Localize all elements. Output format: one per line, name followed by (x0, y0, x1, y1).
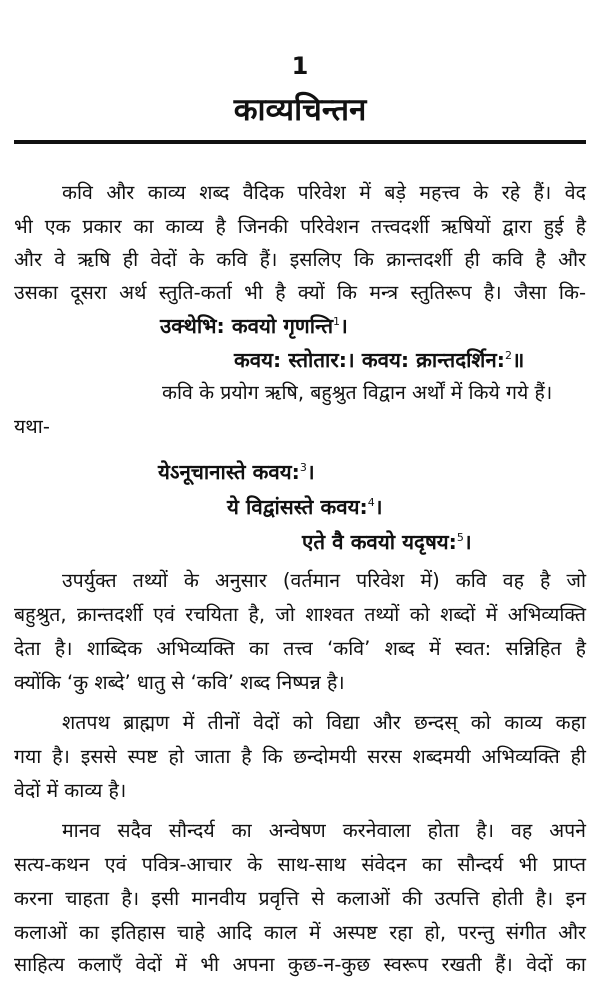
footnote-ref: 5 (456, 531, 464, 545)
body-line: क्योंकि ‘कु शब्दे’ धातु से ‘कवि’ शब्द निष्पन्न है। (14, 671, 345, 694)
footnote-ref: 1 (333, 315, 341, 329)
verse-line (227, 492, 383, 522)
body-line: गया है। इससे स्पष्ट हो जाता है कि छन्दोमयी सरस शब्दमयी अभिव्यक्ति ही (14, 745, 586, 768)
body-line: यथा- (14, 415, 50, 438)
body-line: शतपथ ब्राह्मण में तीनों वेदों को विद्या और छन्दस् को काव्य कहा (62, 711, 586, 734)
body-line: सत्य-कथन एवं पवित्र-आचार के साथ-साथ संवेदन का सौन्दर्य भी प्राप्त (14, 853, 586, 876)
body-line: कवि के प्रयोग ऋषि, बहुश्रुत विद्वान अर्थों में किये गये हैं। (162, 381, 553, 404)
verse-end: । (374, 495, 383, 519)
verse-line (234, 345, 524, 375)
chapter-title: काव्यचिन्तन (233, 92, 367, 128)
body-line: मानव सदैव सौन्दर्य का अन्वेषण करनेवाला होता है। वह अपने (62, 819, 586, 842)
body-line: कवि और काव्य शब्द वैदिक परिवेश में बड़े महत्त्व के रहे हैं। वेद (62, 181, 586, 204)
body-line: देता है। शाब्दिक अभिव्यक्ति का तत्त्व ‘कवि’ शब्द में स्वत: सन्निहित है (14, 637, 586, 660)
title-divider (14, 140, 586, 144)
verse-text: कवय: स्तोतार:। कवय: क्रान्तदर्शिन: (234, 348, 505, 372)
verse-text: एते वै कवयो यदृषय: (302, 530, 457, 554)
body-line: कलाओं का इतिहास चाहे आदि काल में अस्पष्ट रहा हो, परन्तु संगीत और (14, 921, 586, 944)
verse-end: ॥ (511, 348, 525, 372)
verse-line (160, 311, 348, 341)
verse-line (302, 527, 472, 557)
verse-text: उक्थेभि: कवयो गृणन्ति (160, 314, 334, 338)
verse-text: ये विद्वांसस्ते कवय: (227, 495, 368, 519)
body-line: करना चाहता है। इसी मानवीय प्रवृत्ति से कलाओं की उत्पत्ति होती है। इन (14, 887, 586, 910)
footnote-ref: 2 (504, 349, 512, 363)
body-line: बहुश्रुत, क्रान्तदर्शी एवं रचयिता है, जो शाश्वत तथ्यों को शब्दों में अभिव्यक्ति (14, 603, 586, 626)
verse-end: । (306, 460, 315, 484)
chapter-number: 1 (291, 52, 309, 80)
body-line: और वे ऋषि ही वेदों के कवि हैं। इसलिए कि क्रान्तदर्शी ही कवि है और (14, 248, 586, 271)
body-line: वेदों में काव्य है। (14, 779, 127, 802)
body-line: भी एक प्रकार का काव्य है जिनकी परिवेशन तत्त्वदर्शी ऋषियों द्वारा हुई है (14, 215, 586, 238)
verse-text: येऽनूचानास्ते कवय: (158, 460, 300, 484)
body-line: उसका दूसरा अर्थ स्तुति-कर्ता भी है क्यों कि मन्त्र स्तुतिरूप है। जैसा कि- (14, 281, 586, 304)
footnote-ref: 3 (299, 461, 307, 475)
verse-end: । (463, 530, 472, 554)
verse-line (158, 457, 315, 487)
verse-end: । (340, 314, 348, 338)
body-line: उपर्युक्त तथ्यों के अनुसार (वर्तमान परिवेश में) कवि वह है जो (62, 569, 586, 592)
body-line: साहित्य कलाएँ वेदों में भी अपना कुछ-न-कुछ स्वरूप रखती हैं। वेदों का (14, 953, 586, 976)
footnote-ref: 4 (367, 496, 375, 510)
